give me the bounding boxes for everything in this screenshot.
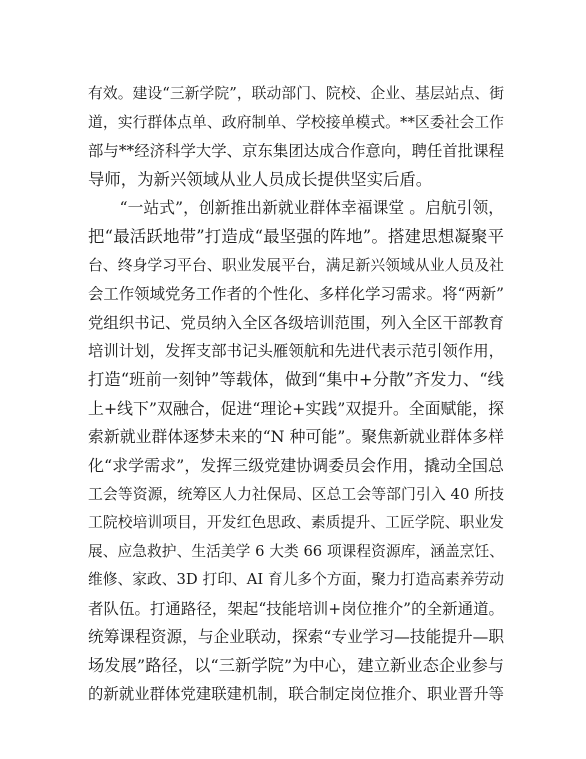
text-line: 展、应急救护、生活美学 6 大类 66 项课程资源库，涵盖烹饪、 [88, 542, 504, 560]
text-line: 者队伍。打通路径，架起“技能培训+岗位推介”的全新通道。 [88, 599, 504, 618]
text-line: 培训计划，发挥支部书记头雁领航和先进代表示范引领作用， [88, 342, 504, 361]
text-line: 道，实行群体点单、政府制单、学校接单模式。**区委社会工作 [88, 113, 504, 131]
document-body [88, 80, 504, 709]
text-line: 工会等资源，统筹区人力社保局、区总工会等部门引入 40 所技 [88, 485, 504, 504]
text-line: 有效。建设“三新学院”，联动部门、院校、企业、基层站点、街 [88, 85, 504, 102]
text-line: 的新就业群体党建联建机制，联合制定岗位推介、职业晋升等 [88, 685, 504, 704]
text-line: 索新就业群体逐梦未来的“N 种可能”。聚焦新就业群体多样 [88, 427, 504, 447]
text-line: 会工作领域党务工作者的个性化、多样化学习需求。将“两新” [88, 285, 504, 304]
paragraph-1 [88, 80, 504, 194]
text-line: 工院校培训项目，开发红色思政、素质提升、工匠学院、职业发 [88, 513, 504, 531]
text-line: 台、终身学习平台、职业发展平台，满足新兴领域从业人员及社 [88, 256, 504, 274]
text-line: 化“求学需求”，发挥三级党建协调委员会作用，撬动全国总 [88, 455, 504, 475]
text-line-indented: “一站式”，创新推出新就业群体幸福课堂 。启航引领， [119, 198, 504, 218]
text-line: 部与**经济科学大学、京东集团达成合作意向，聘任首批课程 [88, 142, 504, 161]
text-line: 场发展”路径，以“三新学院”为中心，建立新业态企业参与 [88, 655, 504, 675]
text-line: 导师，为新兴领域从业人员成长提供坚实后盾。 [88, 169, 433, 189]
text-line: 把“最活跃地带”打造成“最坚强的阵地”。搭建思想凝聚平 [88, 226, 504, 246]
text-line: 打造“班前一刻钟”等载体，做到“集中+分散”齐发力、“线 [88, 369, 504, 389]
text-line: 上+线下”双融合，促进“理论+实践”双提升。全面赋能，探 [88, 398, 504, 418]
paragraph-2 [88, 194, 504, 709]
text-line: 党组织书记、党员纳入全区各级培训范围，列入全区干部教育 [88, 313, 504, 332]
text-line: 统筹课程资源，与企业联动，探索“专业学习—技能提升—职 [88, 627, 504, 647]
text-line: 维修、家政、3D 打印、AI 育儿多个方面，聚力打造高素养劳动 [88, 571, 504, 589]
